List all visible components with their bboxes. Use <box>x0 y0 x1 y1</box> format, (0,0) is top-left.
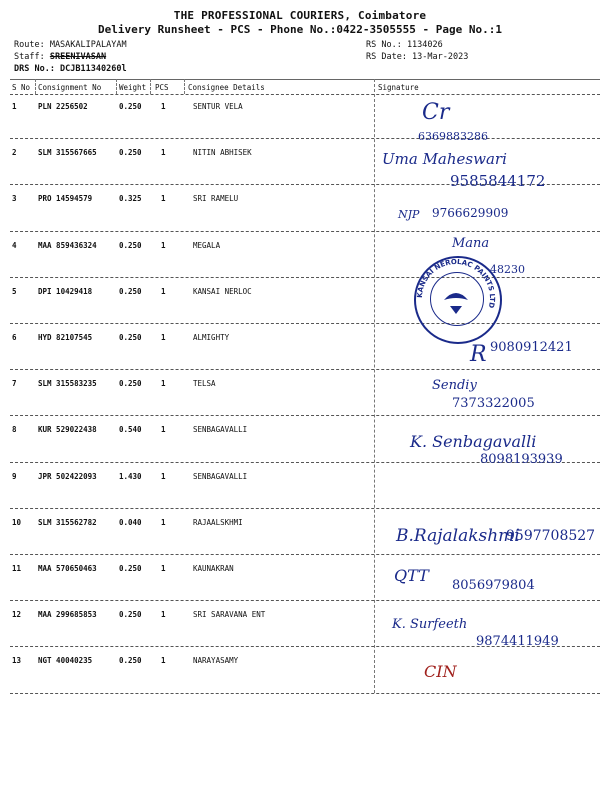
row-sno: 1 <box>12 102 17 111</box>
stamp-graphic <box>414 256 498 340</box>
row-consignment-no: MAA 859436324 <box>38 240 97 250</box>
handwritten-signature: CIN <box>424 662 457 681</box>
row-separator <box>10 277 600 278</box>
row-consignee: SENBAGAVALLI <box>193 471 248 481</box>
row-pcs: 1 <box>161 286 166 296</box>
row-separator <box>10 554 600 555</box>
row-weight: 0.325 <box>119 194 142 204</box>
row-sno: 10 <box>12 517 22 527</box>
row-sno: 4 <box>12 240 17 250</box>
svg-text:KANSAI NEROLAC PAINTS LTD: KANSAI NEROLAC PAINTS LTD <box>415 257 497 309</box>
row-weight: 0.250 <box>119 379 142 389</box>
row-pcs: 1 <box>161 471 166 481</box>
col-pcs: PCS <box>155 83 169 92</box>
row-consignment-no: PLN 2256502 <box>38 102 88 111</box>
handwritten-signature: Sendiy <box>432 378 477 393</box>
row-consignment-no: HYD 82107545 <box>38 333 93 342</box>
row-separator <box>10 415 600 416</box>
handwritten-signature: K. Senbagavalli <box>410 432 537 451</box>
row-weight: 0.250 <box>119 564 142 573</box>
row-sno: 2 <box>12 148 17 158</box>
drs-number: DRS No.: DCJB11340260l <box>14 64 127 74</box>
col-divider <box>116 79 117 94</box>
row-pcs: 1 <box>161 379 166 389</box>
handwritten-signature: Uma Maheswari <box>382 150 507 168</box>
row-sno: 11 <box>12 564 22 573</box>
handwritten-signature: NJP <box>398 208 420 221</box>
row-consignment-no: SLM 315562782 <box>38 517 97 527</box>
row-pcs: 1 <box>161 240 166 250</box>
handwritten-phone: 8056979804 <box>452 578 535 593</box>
row-pcs: 1 <box>161 148 166 158</box>
handwritten-signature: Cr <box>422 100 450 125</box>
row-consignee: KAUNAKRAN <box>193 564 234 573</box>
staff-label: Staff: <box>14 52 45 62</box>
row-separator <box>10 323 600 324</box>
row-consignment-no: DPI 10429418 <box>38 286 93 296</box>
handwritten-phone: 48230 <box>490 263 525 276</box>
row-consignee: SRI RAMELU <box>193 194 239 204</box>
row-consignment-no: KUR 529022438 <box>38 425 97 435</box>
row-consignee: NARAYASAMY <box>193 656 239 666</box>
row-consignee: MEGALA <box>193 240 221 250</box>
handwritten-signature: Mana <box>452 236 490 251</box>
row-pcs: 1 <box>161 102 166 111</box>
row-weight: 0.040 <box>119 517 142 527</box>
row-consignee: TELSA <box>193 379 216 389</box>
row-weight: 0.250 <box>119 102 142 111</box>
row-pcs: 1 <box>161 610 166 620</box>
row-weight: 0.250 <box>119 286 142 296</box>
row-consignee: KANSAI NERLOC <box>193 286 252 296</box>
row-consignee: SENTUR VELA <box>193 102 243 111</box>
table-top-rule <box>10 79 600 80</box>
handwritten-phone: 9874411949 <box>476 634 559 649</box>
handwritten-phone: 9585844172 <box>450 172 546 190</box>
row-consignee: RAJAALSKHMI <box>193 517 243 527</box>
row-consignment-no: SLM 315567665 <box>38 148 97 158</box>
handwritten-phone: 9080912421 <box>490 340 573 355</box>
handwritten-phone: 6369883286 <box>418 130 488 143</box>
row-pcs: 1 <box>161 194 166 204</box>
col-sno: S No <box>12 83 31 92</box>
row-consignment-no: SLM 315583235 <box>38 379 97 389</box>
col-divider <box>184 79 185 94</box>
row-consignment-no: MAA 299685853 <box>38 610 97 620</box>
handwritten-phone: 8098193939 <box>480 452 563 467</box>
row-weight: 0.250 <box>119 333 142 342</box>
handwritten-phone: 9597708527 <box>506 528 596 544</box>
col-divider <box>35 79 36 94</box>
row-consignment-no: MAA 570650463 <box>38 564 97 573</box>
row-weight: 1.430 <box>119 471 142 481</box>
row-sno: 13 <box>12 656 22 666</box>
row-separator <box>10 508 600 509</box>
col-divider <box>150 79 151 94</box>
runsheet-subtitle: Delivery Runsheet - PCS - Phone No.:0422-3505555 - Page No.:1 <box>98 23 502 36</box>
row-weight: 0.250 <box>119 610 142 620</box>
handwritten-signature: K. Surfeeth <box>392 617 468 632</box>
row-pcs: 1 <box>161 333 166 342</box>
row-sno: 9 <box>12 471 17 481</box>
row-separator <box>10 369 600 370</box>
row-weight: 0.250 <box>119 240 142 250</box>
staff-name: SREENIVASAN <box>49 52 107 62</box>
row-weight: 0.540 <box>119 425 142 435</box>
row-consignee: ALMIGHTY <box>193 333 230 342</box>
row-consignee: SENBAGAVALLI <box>193 425 248 435</box>
col-consignment: Consignment No <box>38 83 102 92</box>
row-consignment-no: NGT 40040235 <box>38 656 93 666</box>
staff-row <box>14 52 106 62</box>
rs-number: RS No.: 1134026 <box>366 40 443 50</box>
row-sno: 6 <box>12 333 17 342</box>
company-title: THE PROFESSIONAL COURIERS, Coimbatore <box>173 9 427 22</box>
handwritten-phone: 9766629909 <box>432 206 509 220</box>
route-label: Route: MASAKALIPALAYAM <box>14 40 127 50</box>
row-separator <box>10 231 600 232</box>
company-stamp <box>414 256 502 344</box>
row-sno: 12 <box>12 610 22 620</box>
col-signature: Signature <box>378 83 419 92</box>
row-weight: 0.250 <box>119 656 142 666</box>
row-pcs: 1 <box>161 517 166 527</box>
row-consignment-no: PRO 14594579 <box>38 194 93 204</box>
col-weight: Weight <box>119 83 147 92</box>
row-sno: 3 <box>12 194 17 204</box>
row-consignee: NITIN ABHISEK <box>193 148 252 158</box>
row-weight: 0.250 <box>119 148 142 158</box>
row-separator <box>10 693 600 694</box>
row-consignee: SRI SARAVANA ENT <box>193 610 266 620</box>
row-separator <box>10 138 600 139</box>
row-consignment-no: JPR 502422093 <box>38 471 97 481</box>
handwritten-signature: R <box>470 342 487 367</box>
header-bottom-rule <box>10 94 600 95</box>
row-pcs: 1 <box>161 656 166 666</box>
handwritten-signature: QTT <box>394 566 429 585</box>
handwritten-phone: 7373322005 <box>452 396 535 411</box>
row-sno: 5 <box>12 286 17 296</box>
col-consignee: Consignee Details <box>188 83 265 92</box>
row-sno: 7 <box>12 379 17 389</box>
row-sno: 8 <box>12 425 17 435</box>
handwritten-signature: B.Rajalakshmi <box>396 526 520 546</box>
row-pcs: 1 <box>161 425 166 435</box>
row-pcs: 1 <box>161 564 166 573</box>
rs-date: RS Date: 13-Mar-2023 <box>366 52 469 62</box>
row-separator <box>10 600 600 601</box>
